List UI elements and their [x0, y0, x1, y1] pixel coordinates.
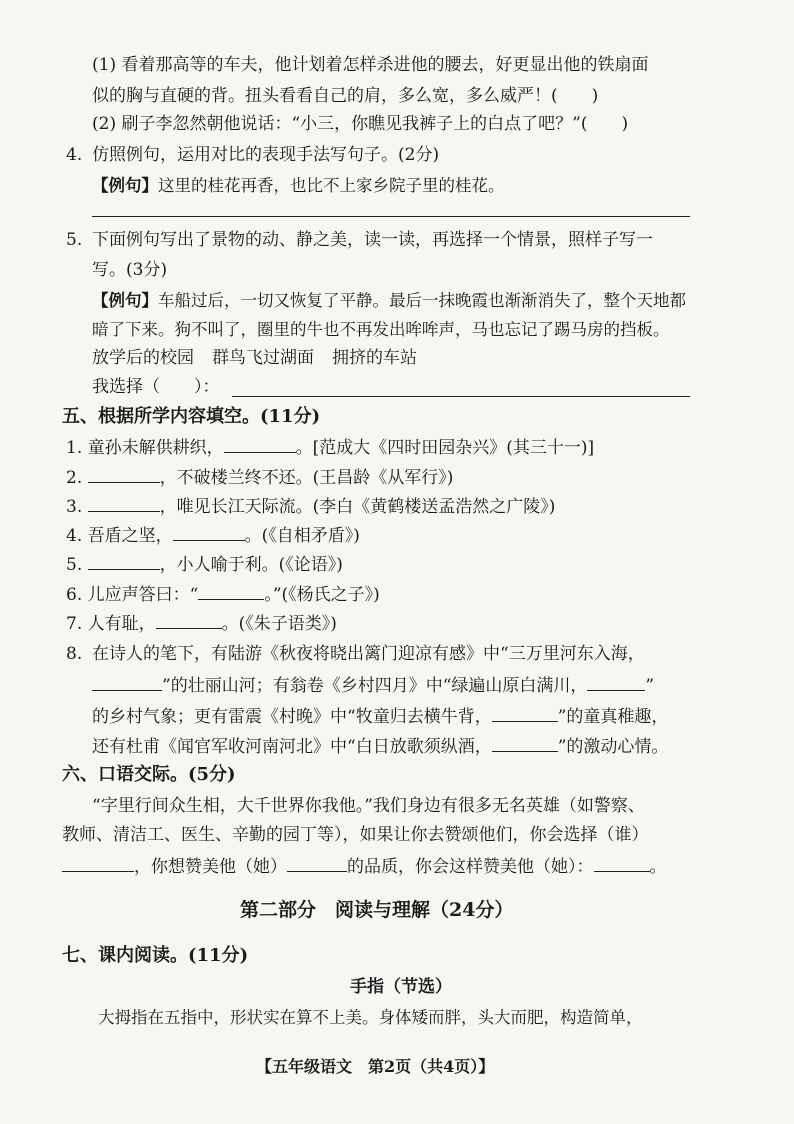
q5-answer-line[interactable]	[232, 396, 690, 397]
s6-blank-who[interactable]	[62, 853, 134, 872]
s5-item8-blank2[interactable]	[587, 672, 645, 691]
q5-number: 5.	[66, 230, 83, 250]
section6-line3	[62, 853, 667, 879]
q4-answer-line[interactable]	[92, 216, 690, 217]
s5-item8-number: 8.	[66, 644, 83, 664]
q5-option-2: 群鸟飞过湖面	[212, 348, 314, 368]
q5-example-text1: 车船过后，一切又恢复了平静。最后一抹晚霞也渐渐消失了，整个天地都	[158, 291, 686, 310]
q4-number: 4.	[66, 145, 83, 165]
s5-item1-blank[interactable]	[224, 434, 296, 453]
s5-item8-blank1[interactable]	[92, 672, 162, 691]
page-footer: 【五年级语文 第2页（共4页）】	[256, 1057, 495, 1076]
s5-item6-blank[interactable]	[198, 581, 264, 600]
s6-line3-text-a: ，你想赞美他（她）	[134, 857, 287, 877]
q3-item1-line1: (1) 看着那高等的车夫，他计划着怎样杀进他的腰去，好更显出他的铁扇面	[92, 55, 649, 75]
passage-first-line: 大拇指在五指中，形状实在算不上美。身体矮而胖，头大而肥，构造简单，	[98, 1008, 643, 1027]
s5-item5-post: ，小人喻于利。(《论语》)	[159, 555, 343, 575]
s5-item8-blank4[interactable]	[492, 733, 558, 752]
passage-title: 手指（节选）	[350, 977, 452, 997]
s5-item4	[66, 522, 360, 548]
s5-item8-line4-text: 还有杜甫《闻官军收河南河北》中“白日放歌须纵酒，	[92, 737, 492, 757]
part2-title: 第二部分 阅读与理解（24分）	[240, 899, 514, 921]
section6-title: 六、口语交际。(5分)	[62, 764, 236, 785]
q5-example-tag: 【例句】	[92, 291, 158, 310]
s5-item4-post: 。(《自相矛盾》)	[244, 526, 360, 546]
section6-line1: “字里行间众生相，大千世界你我他。”我们身边有很多无名英雄（如警察、	[92, 796, 645, 816]
s6-line3-text-b: 的品质，你会这样赞美他（她）：	[347, 857, 594, 877]
s5-item1-pre: 童孙未解供耕织，	[87, 438, 224, 458]
q5-example-line2: 暗了下来。狗不叫了，圈里的牛也不再发出哞哞声，马也忘记了踢马房的挡板。	[92, 320, 670, 339]
s5-item3-num: 3.	[66, 497, 83, 517]
q5-options	[92, 346, 417, 370]
q4-example-tag: 【例句】	[92, 176, 158, 195]
s6-line3-end: 。	[649, 857, 667, 877]
s5-item7-num: 7.	[66, 614, 83, 634]
s5-item2	[66, 464, 453, 490]
s5-item7-post: 。(《朱子语类》)	[221, 614, 337, 634]
s5-item8-line2-end: ”	[645, 676, 655, 696]
s5-item7	[66, 610, 337, 636]
s5-item8-line3	[92, 703, 668, 729]
s5-item1	[66, 434, 594, 460]
s5-item5-num: 5.	[66, 555, 83, 575]
s5-item1-post: 。[范成大《四时田园杂兴》(其三十一)]	[295, 438, 595, 458]
section5-title: 五、根据所学内容填空。(11分)	[62, 406, 321, 427]
s5-item2-num: 2.	[66, 468, 83, 488]
s5-item3-post: ，唯见长江天际流。(李白《黄鹤楼送孟浩然之广陵》)	[159, 497, 556, 517]
q4-example	[92, 174, 505, 198]
s6-blank-praise[interactable]	[594, 853, 650, 872]
s5-item5-blank[interactable]	[88, 551, 160, 570]
q5-example-line1	[92, 289, 686, 313]
q5-prompt-line1: 下面例句写出了景物的动、静之美，读一读，再选择一个情景，照样子写一	[92, 230, 653, 250]
s5-item4-blank[interactable]	[173, 522, 245, 541]
section7-title: 七、课内阅读。(11分)	[62, 945, 249, 966]
s5-item6	[66, 581, 380, 607]
s6-blank-quality[interactable]	[287, 853, 347, 872]
s5-item3	[66, 493, 555, 519]
s5-item8-line4	[92, 733, 668, 759]
s5-item8-line3-text: 的乡村气象；更有雷震《村晚》中“牧童归去横牛背，	[92, 707, 492, 727]
s5-item7-blank[interactable]	[156, 610, 222, 629]
q4-example-text: 这里的桂花再香，也比不上家乡院子里的桂花。	[158, 176, 505, 195]
q5-option-1: 放学后的校园	[92, 348, 194, 368]
s5-item8-blank3[interactable]	[492, 703, 558, 722]
s5-item8-line2-text: ”的壮丽山河；有翁卷《乡村四月》中“绿遍山原白满川，	[162, 676, 588, 696]
s5-item2-blank[interactable]	[88, 464, 160, 483]
s5-item3-blank[interactable]	[88, 493, 160, 512]
s5-item1-num: 1.	[66, 438, 83, 458]
s5-item6-post: 。”(《杨氏之子》)	[264, 585, 380, 605]
q4-prompt: 仿照例句，运用对比的表现手法写句子。(2分)	[92, 145, 440, 165]
q5-option-3: 拥挤的车站	[332, 348, 417, 368]
s5-item8-line1: 在诗人的笔下，有陆游《秋夜将晓出篱门迎凉有感》中“三万里河东入海，	[92, 644, 645, 664]
s5-item2-post: ，不破楼兰终不还。(王昌龄《从军行》)	[159, 468, 454, 488]
q5-prompt-line2: 写。(3分)	[92, 260, 168, 280]
q5-choose-label: 我选择（ ）：	[92, 377, 220, 397]
q3-item2: (2) 刷子李忽然朝他说话：“小三，你瞧见我裤子上的白点了吧？”( )	[92, 114, 629, 134]
s5-item8-line3-end: ”的童真稚趣，	[557, 707, 669, 727]
s5-item5	[66, 551, 343, 577]
s5-item8-line4-end: ”的激动心情。	[557, 737, 669, 757]
q3-item1-line2: 似的胸与直硬的背。扭头看看自己的肩，多么宽，多么威严！( )	[92, 86, 599, 106]
s5-item6-pre: 儿应声答曰：“	[87, 585, 199, 605]
s5-item8-line2	[92, 672, 654, 698]
s5-item4-num: 4.	[66, 526, 83, 546]
s5-item7-pre: 人有耻，	[87, 614, 156, 634]
s5-item4-pre: 吾盾之坚，	[87, 526, 173, 546]
s5-item6-num: 6.	[66, 585, 83, 605]
section6-line2: 教师、清洁工、医生、辛勤的园丁等），如果让你去赞颂他们，你会选择（谁）	[62, 825, 649, 845]
